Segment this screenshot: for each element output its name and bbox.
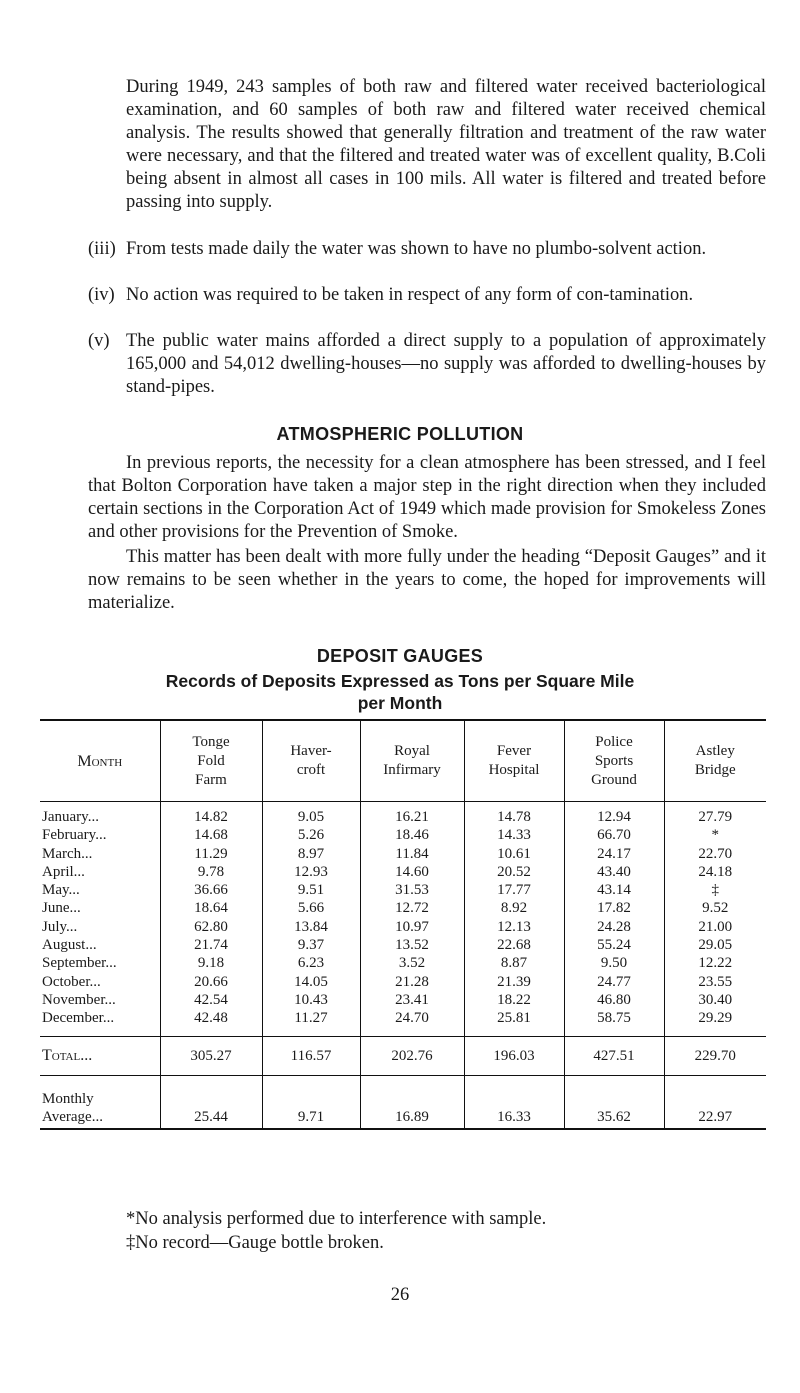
pollution-paragraph-2: This matter has been dealt with more fully under the heading “Deposit Gauges” and it now remains to be seen whether in the years to come, the hoped for improvements will materialize. [88,547,766,613]
table-row [40,973,766,991]
cell: 21.00 [664,918,766,936]
table-row [40,845,766,863]
header-line: croft [296,762,326,778]
average-label-line-1: Monthly [42,1090,94,1107]
deposit-gauges-subheading [0,670,800,714]
cell: 43.14 [564,881,664,899]
cell: 24.17 [564,845,664,863]
header-line: Royal [394,743,430,759]
cell: 6.23 [262,954,360,972]
cell: 14.60 [360,863,464,881]
cell: 36.66 [160,881,262,899]
footnote-no-analysis: *No analysis performed due to interference with sample. [126,1209,547,1229]
item-number: (iii) [88,239,116,259]
cell: 29.05 [664,936,766,954]
table-row [40,802,766,827]
cell: 12.22 [664,954,766,972]
cell: 24.18 [664,863,766,881]
cell: 9.52 [664,899,766,917]
month-label: March ... [40,845,160,863]
cell: 12.72 [360,899,464,917]
subheading-line-1: Records of Deposits Expressed as Tons per Square Mile [165,671,635,691]
cell: 12.13 [464,918,564,936]
item-v [88,330,766,399]
col-header-tonge-fold-farm [160,720,262,802]
table-row [40,863,766,881]
month-label: October ... [40,973,160,991]
cell: * [664,826,766,844]
item-number: (v) [88,331,110,351]
cell: 20.66 [160,973,262,991]
month-label: January ... [40,802,160,827]
total-row [40,1036,766,1075]
month-label: May ... [40,881,160,899]
average-label-line-2: Average ... [42,1108,158,1126]
month-label: September ... [40,954,160,972]
month-label: June ... [40,899,160,917]
cell: 42.54 [160,991,262,1009]
table-row [40,881,766,899]
cell: 9.37 [262,936,360,954]
cell: 5.26 [262,826,360,844]
cell: 11.27 [262,1009,360,1036]
cell: 5.66 [262,899,360,917]
cell: 17.82 [564,899,664,917]
header-line: Fever [496,743,532,759]
col-header-fever-hospital [464,720,564,802]
month-label: December ... [40,1009,160,1036]
cell: 25.44 [160,1075,262,1129]
cell: 27.79 [664,802,766,827]
deposit-gauges-table [40,719,766,1130]
cell: 229.70 [664,1036,766,1075]
cell: 9.78 [160,863,262,881]
cell: 55.24 [564,936,664,954]
cell: 46.80 [564,991,664,1009]
header-line: Astley [695,743,735,759]
monthly-average-row [40,1075,766,1129]
cell: 9.51 [262,881,360,899]
cell: 8.92 [464,899,564,917]
item-iii [88,238,766,261]
col-header-month: Month [40,720,160,802]
item-iv [88,284,766,307]
cell: 16.89 [360,1075,464,1129]
cell: 20.52 [464,863,564,881]
cell: 9.71 [262,1075,360,1129]
cell: 16.33 [464,1075,564,1129]
cell: 14.05 [262,973,360,991]
cell: 11.29 [160,845,262,863]
cell: 196.03 [464,1036,564,1075]
item-text: From tests made daily the water was shown to have no plumbo-solvent action. [126,239,707,259]
cell: 14.68 [160,826,262,844]
deposit-gauges-heading: DEPOSIT GAUGES [316,646,484,666]
col-header-police-sports-ground [564,720,664,802]
header-line: Police [595,733,633,750]
cell: 9.05 [262,802,360,827]
header-line: Tonge [192,733,230,750]
pollution-paragraph-1: In previous reports, the necessity for a clean atmosphere has been stressed, and I feel that Bolton Corporation have taken a major step in the right direction when they included certain sections in the Corporation Act of 1949 which made provision for Smokeless Zones and other provisions for the Prevention of Smoke. [88,453,766,542]
cell: 14.33 [464,826,564,844]
month-label: November ... [40,991,160,1009]
cell: 21.39 [464,973,564,991]
col-header-royal-infirmary [360,720,464,802]
cell: 427.51 [564,1036,664,1075]
cell: 14.82 [160,802,262,827]
cell: 35.62 [564,1075,664,1129]
cell: ‡ [664,881,766,899]
table-row [40,899,766,917]
cell: 11.84 [360,845,464,863]
water-samples-paragraph: During 1949, 243 samples of both raw and filtered water received bacteriological examination, and 60 samples of both raw and filtered water received chemical analysis. The results showed that generally filtration and treatment of the raw water were necessary, and that the filtered and treated water was of excellent quality, B.Coli being absent in almost all cases in 100 mils. All water is filtered and treated before passing into supply. [126,77,766,212]
table-row [40,918,766,936]
cell: 13.84 [262,918,360,936]
cell: 9.50 [564,954,664,972]
cell: 22.70 [664,845,766,863]
cell: 18.46 [360,826,464,844]
cell: 42.48 [160,1009,262,1036]
cell: 58.75 [564,1009,664,1036]
cell: 17.77 [464,881,564,899]
month-label: April ... [40,863,160,881]
cell: 305.27 [160,1036,262,1075]
cell: 21.74 [160,936,262,954]
header-line: Fold [197,752,225,769]
header-line: Ground [591,771,637,788]
month-label: July ... [40,918,160,936]
month-label: February ... [40,826,160,844]
cell: 23.41 [360,991,464,1009]
cell: 202.76 [360,1036,464,1075]
header-line: Infirmary [383,762,441,778]
atmospheric-pollution-heading: ATMOSPHERIC POLLUTION [276,424,524,444]
cell: 22.97 [664,1075,766,1129]
cell: 10.61 [464,845,564,863]
cell: 66.70 [564,826,664,844]
month-label: August ... [40,936,160,954]
page-number: 26 [390,1285,410,1305]
cell: 25.81 [464,1009,564,1036]
cell: 3.52 [360,954,464,972]
cell: 30.40 [664,991,766,1009]
header-line: Farm [195,771,227,788]
cell: 8.87 [464,954,564,972]
col-header-astley-bridge [664,720,766,802]
col-header-havercroft [262,720,360,802]
cell: 23.55 [664,973,766,991]
cell: 10.43 [262,991,360,1009]
cell: 8.97 [262,845,360,863]
cell: 16.21 [360,802,464,827]
cell: 24.28 [564,918,664,936]
header-line: Sports [594,752,634,769]
footnote-no-record: ‡No record—Gauge bottle broken. [126,1233,384,1253]
cell: 13.52 [360,936,464,954]
item-text: No action was required to be taken in respect of any form of con-tamination. [126,285,694,305]
table-row [40,1009,766,1036]
cell: 18.64 [160,899,262,917]
cell: 24.77 [564,973,664,991]
cell: 10.97 [360,918,464,936]
cell: 24.70 [360,1009,464,1036]
cell: 29.29 [664,1009,766,1036]
item-number: (iv) [88,285,115,305]
cell: 14.78 [464,802,564,827]
cell: 12.94 [564,802,664,827]
cell: 21.28 [360,973,464,991]
table-row [40,826,766,844]
header-line: Haver- [290,743,332,759]
total-label: Total ... [40,1036,160,1075]
cell: 43.40 [564,863,664,881]
cell: 9.18 [160,954,262,972]
header-line: Hospital [488,762,540,778]
item-text: The public water mains afforded a direct supply to a population of approximately 165,000 and 54,012 dwelling-houses—no supply was afforded to dwelling-houses by stand-pipes. [126,331,766,397]
cell: 116.57 [262,1036,360,1075]
table-header-row [40,720,766,802]
table-row [40,991,766,1009]
table-row [40,954,766,972]
cell: 22.68 [464,936,564,954]
header-line: Bridge [694,762,736,778]
cell: 31.53 [360,881,464,899]
cell: 62.80 [160,918,262,936]
cell: 12.93 [262,863,360,881]
table-row [40,936,766,954]
average-label [40,1075,160,1129]
subheading-line-2: per Month [357,693,443,713]
cell: 18.22 [464,991,564,1009]
